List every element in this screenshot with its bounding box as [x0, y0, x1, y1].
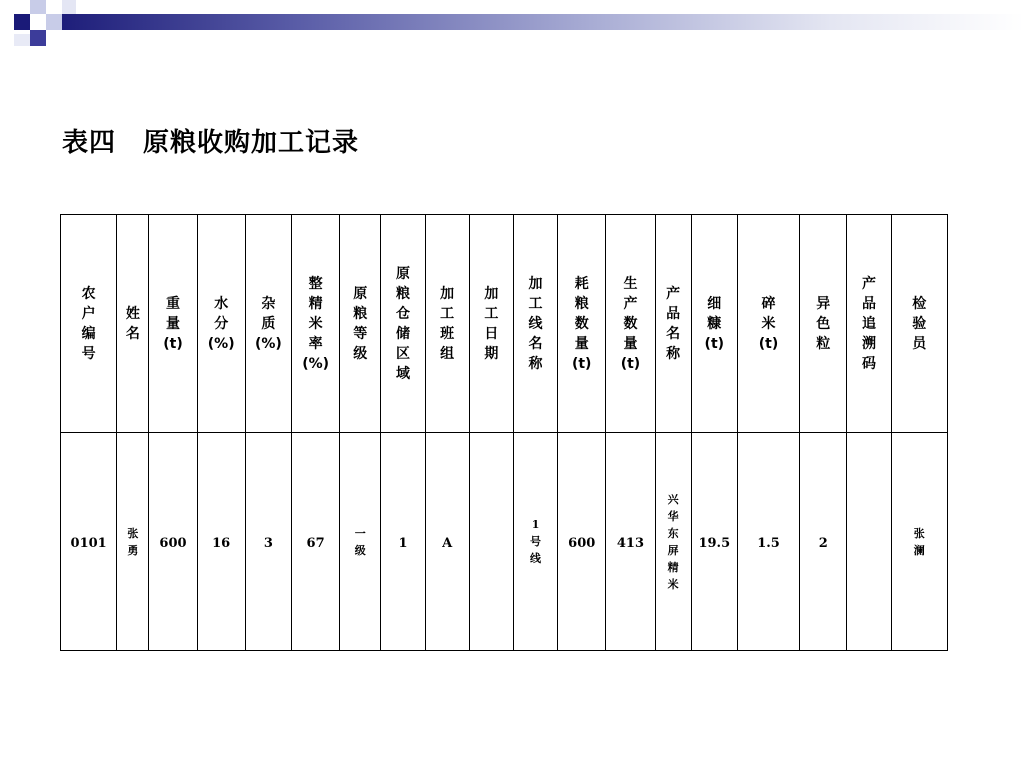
decor-square — [62, 0, 76, 14]
header-char: 农 — [81, 286, 96, 302]
cell-trace-code — [847, 433, 891, 651]
header-row — [61, 215, 948, 433]
header-gradient-bar — [62, 14, 1024, 30]
cell-weight: 600 — [149, 433, 197, 651]
col-header — [292, 215, 340, 433]
col-header — [691, 215, 737, 433]
header-char: 等 — [353, 326, 368, 342]
col-header — [149, 215, 197, 433]
header-char: (t) — [758, 336, 779, 352]
decor-square — [30, 0, 46, 14]
header-char: 细 — [707, 296, 722, 312]
header-char: 加 — [528, 276, 543, 292]
header-char: (%) — [302, 356, 330, 372]
header-char: 储 — [395, 326, 410, 342]
cell-storage-area: 1 — [381, 433, 425, 651]
header-char: (t) — [620, 356, 641, 372]
header-char: 分 — [214, 316, 229, 332]
header-char: 异 — [816, 296, 831, 312]
header-char: 名 — [125, 326, 140, 342]
header-char: 班 — [440, 326, 455, 342]
col-header — [737, 215, 799, 433]
header-char: 数 — [574, 316, 589, 332]
cell-inspector: 张澜 — [891, 433, 947, 651]
header-char: 粮 — [574, 296, 589, 312]
header-char: 碎 — [761, 296, 776, 312]
col-header — [655, 215, 691, 433]
col-header — [381, 215, 425, 433]
header-char: 工 — [440, 306, 455, 322]
header-char: 产 — [666, 286, 681, 302]
header-char: 量 — [574, 336, 589, 352]
cell-impurity: 3 — [245, 433, 291, 651]
header-char: 米 — [761, 316, 776, 332]
decor-square — [14, 14, 30, 30]
header-char: 溯 — [861, 336, 876, 352]
cell-date — [469, 433, 513, 651]
col-header — [606, 215, 655, 433]
col-header — [117, 215, 149, 433]
header-char: 级 — [353, 346, 368, 362]
header-char: 整 — [308, 276, 323, 292]
header-char: 产 — [623, 296, 638, 312]
header-char: 量 — [623, 336, 638, 352]
col-header — [340, 215, 381, 433]
header-char: 员 — [912, 336, 927, 352]
header-char: 质 — [261, 316, 276, 332]
header-char: 称 — [666, 346, 681, 362]
header-char: 名 — [666, 326, 681, 342]
header-char: (t) — [163, 336, 183, 352]
header-char: 工 — [484, 306, 499, 322]
header-char: 加 — [484, 286, 499, 302]
header-char: 号 — [81, 346, 96, 362]
header-char: 线 — [528, 316, 543, 332]
header-char: 称 — [528, 356, 543, 372]
col-header — [891, 215, 947, 433]
header-char: (%) — [254, 336, 282, 352]
header-char: 组 — [440, 346, 455, 362]
header-char: (t) — [704, 336, 725, 352]
cell-moisture: 16 — [197, 433, 245, 651]
header-char: 原 — [395, 266, 410, 282]
header-char: 产 — [861, 276, 876, 292]
cell-off-color: 2 — [800, 433, 847, 651]
decor-square — [30, 30, 46, 46]
cell-output: 413 — [606, 433, 655, 651]
header-char: 精 — [308, 296, 323, 312]
decor-square — [14, 34, 30, 46]
header-char: 米 — [308, 316, 323, 332]
col-header — [245, 215, 291, 433]
cell-head-rice-rate: 67 — [292, 433, 340, 651]
header-char: 追 — [861, 316, 876, 332]
header-char: 工 — [528, 296, 543, 312]
header-char: 区 — [395, 346, 410, 362]
header-char: 姓 — [125, 306, 140, 322]
header-char: 域 — [395, 366, 410, 382]
header-char: 水 — [214, 296, 229, 312]
header-char: 粒 — [816, 336, 831, 352]
header-char: 粮 — [353, 306, 368, 322]
cell-name: 张勇 — [117, 433, 149, 651]
header-char: 粮 — [395, 286, 410, 302]
cell-product-name: 兴华东屏精米 — [655, 433, 691, 651]
header-char: 加 — [440, 286, 455, 302]
header-char: 仓 — [395, 306, 410, 322]
col-header — [800, 215, 847, 433]
cell-team: A — [425, 433, 469, 651]
slide-title: 表四 原粮收购加工记录 — [62, 128, 360, 158]
header-char: 率 — [308, 336, 323, 352]
cell-farmer-code: 0101 — [61, 433, 117, 651]
record-table — [60, 214, 948, 651]
col-header — [197, 215, 245, 433]
header-char: 品 — [861, 296, 876, 312]
header-char: 日 — [484, 326, 499, 342]
cell-line-name: 1号线 — [513, 433, 557, 651]
header-char: 耗 — [574, 276, 589, 292]
header-char: 数 — [623, 316, 638, 332]
col-header — [425, 215, 469, 433]
col-header — [61, 215, 117, 433]
header-char: (%) — [207, 336, 235, 352]
header-char: 检 — [912, 296, 927, 312]
header-char: 生 — [623, 276, 638, 292]
table-row — [61, 433, 948, 651]
header-char: 编 — [81, 326, 96, 342]
col-header — [513, 215, 557, 433]
header-char: 原 — [353, 286, 368, 302]
header-char: 期 — [484, 346, 499, 362]
header-char: 重 — [165, 296, 180, 312]
header-char: 量 — [165, 316, 180, 332]
col-header — [558, 215, 606, 433]
header-char: 验 — [912, 316, 927, 332]
header-char: 杂 — [261, 296, 276, 312]
header-char: 色 — [816, 316, 831, 332]
header-char: 名 — [528, 336, 543, 352]
cell-grain-grade: 一级 — [340, 433, 381, 651]
cell-broken-rice: 1.5 — [737, 433, 799, 651]
header-char: 户 — [81, 306, 96, 322]
decor-square — [46, 14, 62, 30]
cell-fine-bran: 19.5 — [691, 433, 737, 651]
header-char: 糠 — [707, 316, 722, 332]
header-char: 品 — [666, 306, 681, 322]
col-header — [847, 215, 891, 433]
col-header — [469, 215, 513, 433]
cell-grain-consumed: 600 — [558, 433, 606, 651]
header-char: (t) — [571, 356, 592, 372]
header-char: 码 — [861, 356, 876, 372]
